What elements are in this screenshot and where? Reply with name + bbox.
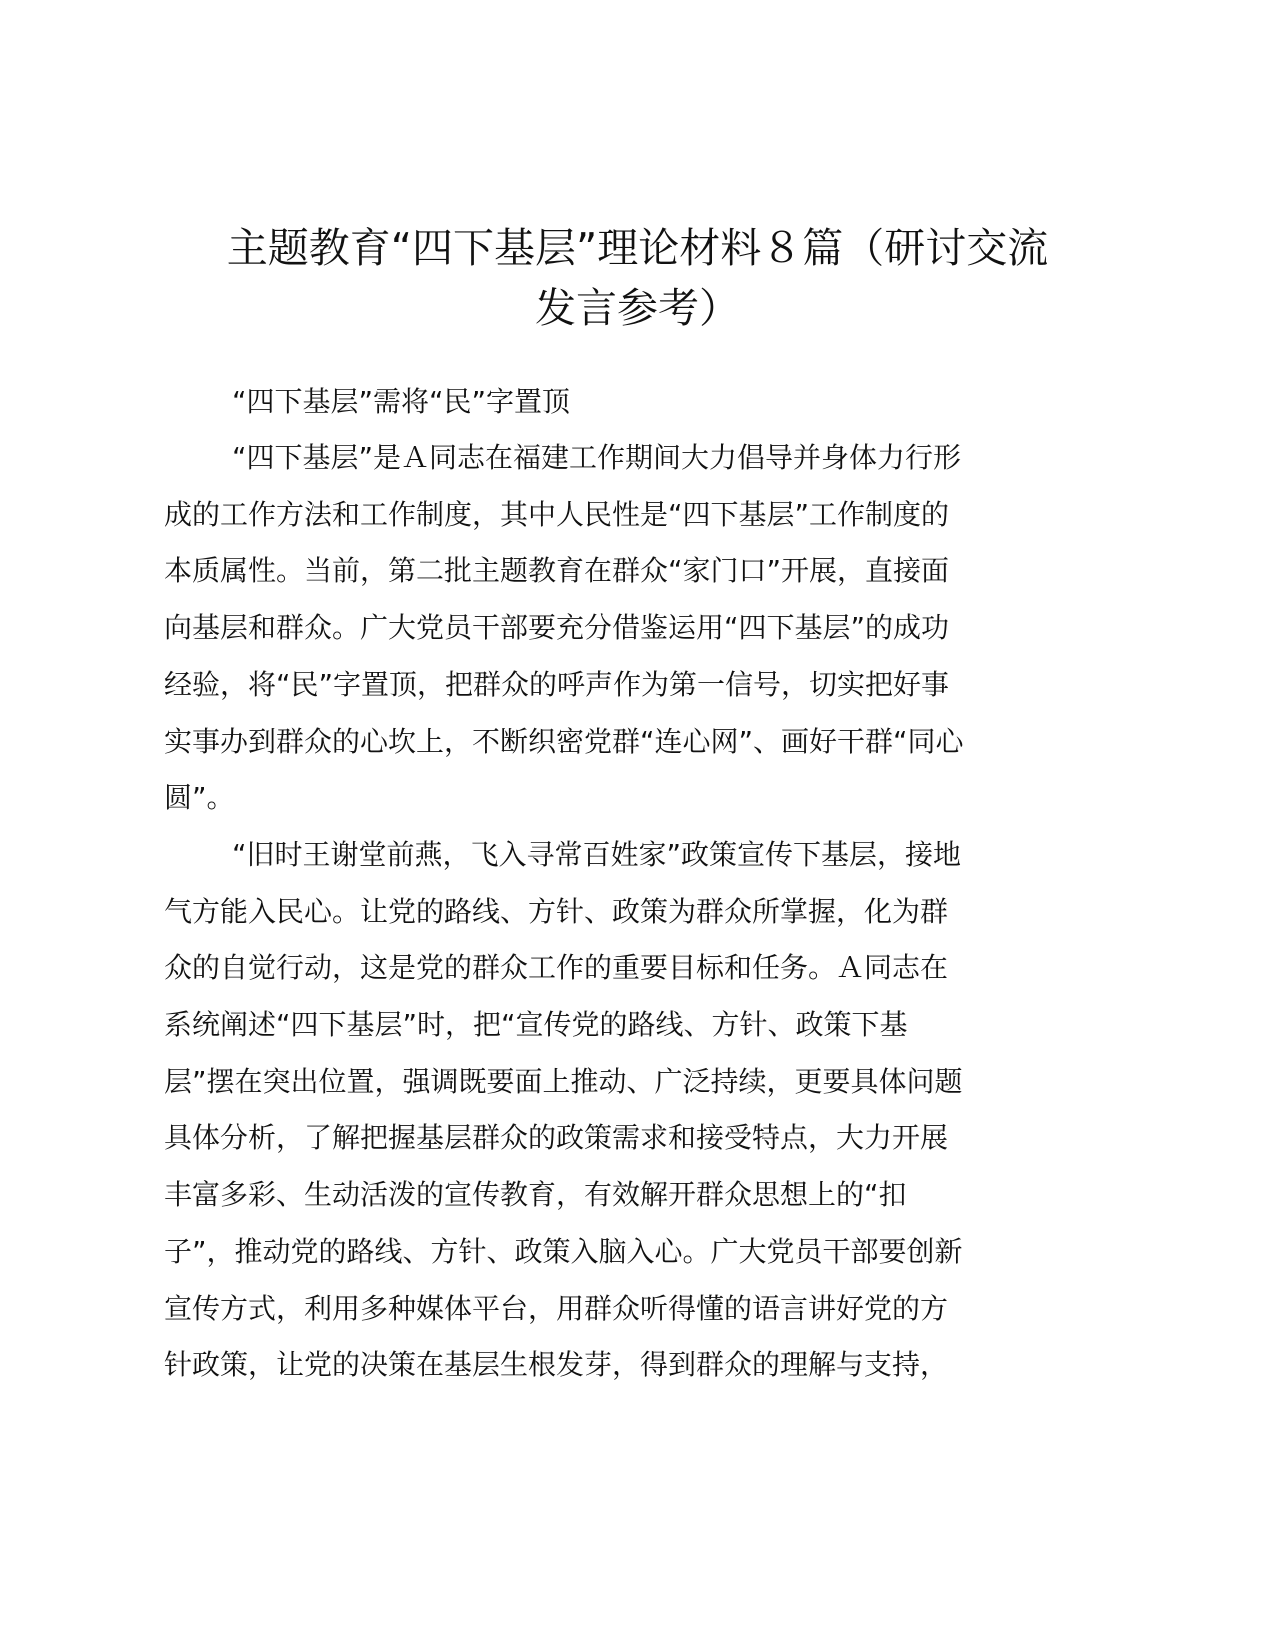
paragraph-line: 子”，推动党的路线、方针、政策入脑入心。广大党员干部要创新 bbox=[164, 1234, 963, 1268]
title-line-2: 发言参考） bbox=[535, 284, 740, 332]
document-title bbox=[150, 218, 1125, 338]
paragraph-line: 本质属性。当前，第二批主题教育在群众“家门口”开展，直接面 bbox=[164, 554, 950, 588]
section-subheading: “四下基层”需将“民”字置顶 bbox=[232, 385, 571, 418]
title-line-1: 主题教育“四下基层”理论材料８篇（研讨交流 bbox=[226, 224, 1049, 272]
paragraph-line: 气方能入民心。让党的路线、方针、政策为群众所掌握，化为群 bbox=[164, 894, 949, 928]
paragraph-1 bbox=[164, 430, 1114, 827]
document-body bbox=[164, 374, 1114, 1394]
paragraph-line: 丰富多彩、生动活泼的宣传教育，有效解开群众思想上的“扣 bbox=[164, 1178, 907, 1212]
paragraph-2 bbox=[164, 827, 1114, 1394]
paragraph-line: 圆”。 bbox=[164, 781, 235, 815]
paragraph-line: 成的工作方法和工作制度，其中人民性是“四下基层”工作制度的 bbox=[164, 497, 950, 531]
paragraph-line: 针政策，让党的决策在基层生根发芽，得到群众的理解与支持， bbox=[164, 1348, 949, 1382]
paragraph-line: “四下基层”是Ａ同志在福建工作期间大力倡导并身体力行形 bbox=[232, 441, 962, 474]
paragraph-line: 众的自觉行动，这是党的群众工作的重要目标和任务。Ａ同志在 bbox=[164, 951, 949, 985]
paragraph-line: 系统阐述“四下基层”时，把“宣传党的路线、方针、政策下基 bbox=[164, 1008, 908, 1042]
paragraph-line: 层”摆在突出位置，强调既要面上推动、广泛持续，更要具体问题 bbox=[164, 1064, 963, 1098]
paragraph-line: 实事办到群众的心坎上，不断织密党群“连心网”、画好干群“同心 bbox=[164, 724, 964, 758]
paragraph-line: 宣传方式，利用多种媒体平台，用群众听得懂的语言讲好党的方 bbox=[164, 1291, 949, 1325]
paragraph-line: 具体分析，了解把握基层群众的政策需求和接受特点，大力开展 bbox=[164, 1121, 949, 1155]
paragraph-line: 经验，将“民”字置顶，把群众的呼声作为第一信号，切实把好事 bbox=[164, 667, 950, 701]
paragraph-line: “旧时王谢堂前燕，飞入寻常百姓家”政策宣传下基层，接地 bbox=[232, 837, 962, 871]
paragraph-line: 向基层和群众。广大党员干部要充分借鉴运用“四下基层”的成功 bbox=[164, 611, 950, 645]
